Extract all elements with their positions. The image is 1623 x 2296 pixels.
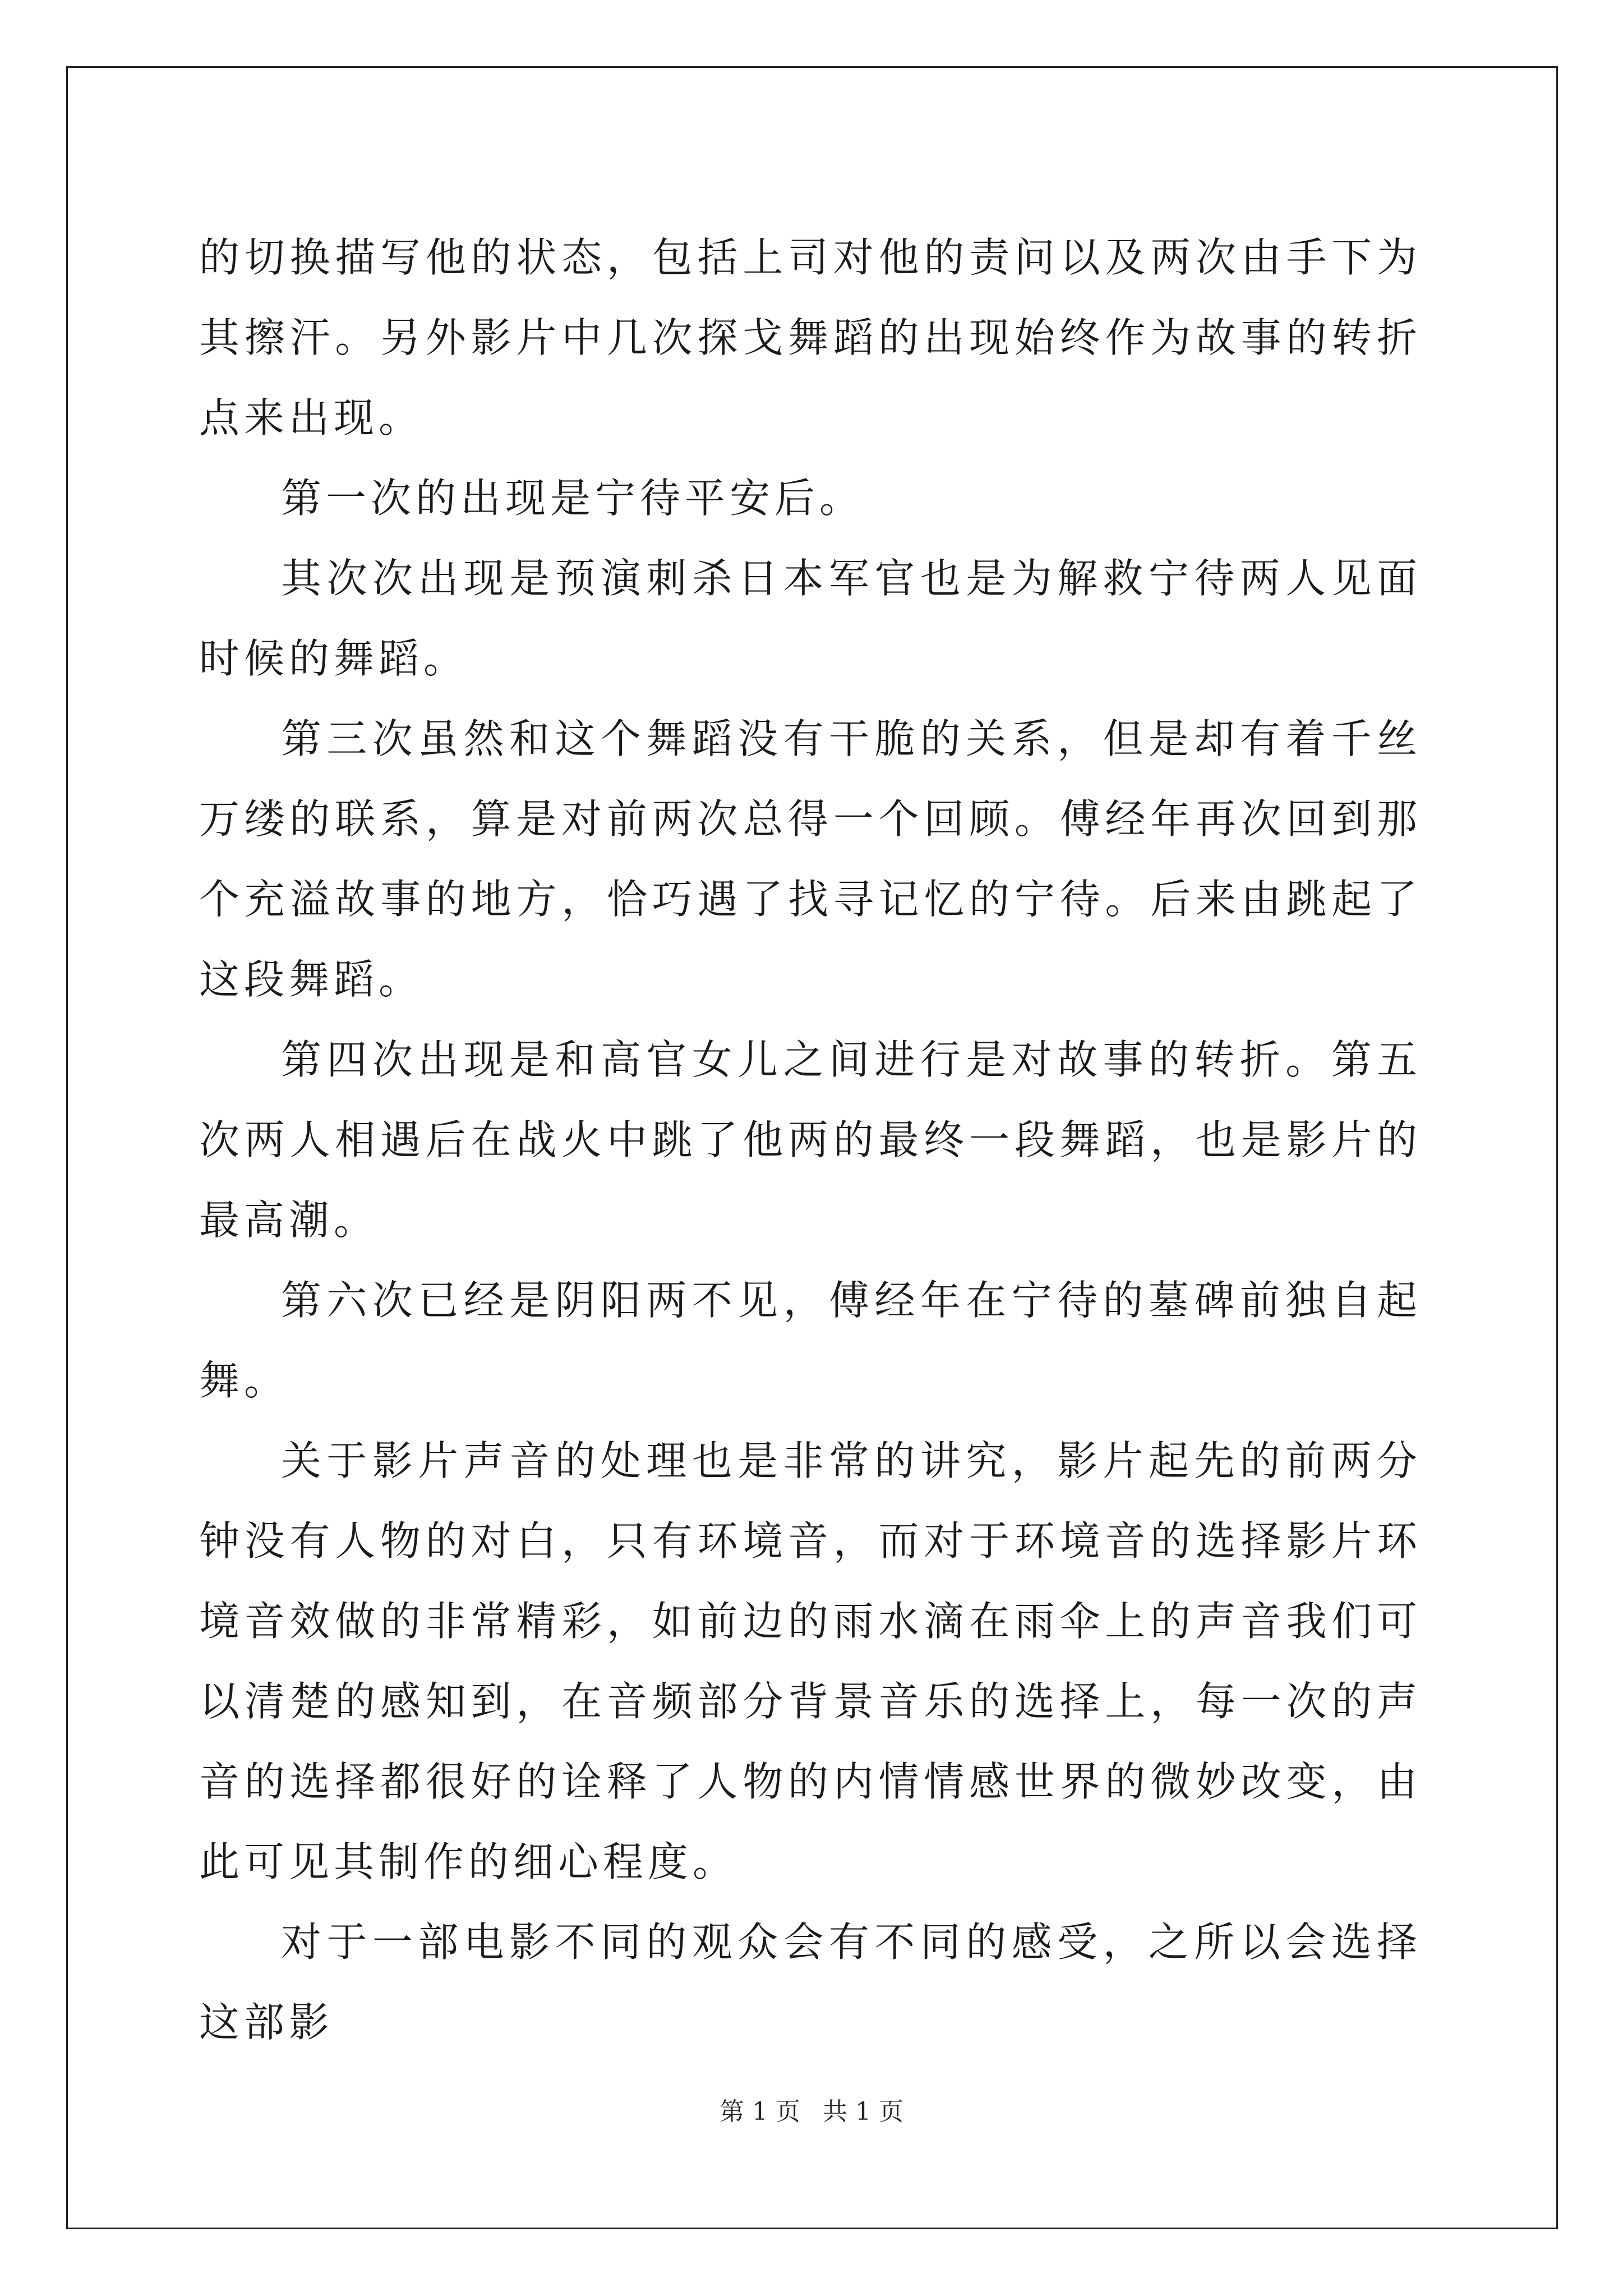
paragraph-7: 关于影片声音的处理也是非常的讲究，影片起先的前两分钟没有人物的对白，只有环境音，而对于环境音的选择影片环境音效做的非常精彩，如前边的雨水滴在雨伞上的声音我们可以清楚的感知到，在音频部分背景音乐的选择上，每一次的声音的选择都很好的诠释了人物的内情情感世界的微妙改变，由此可见其制作的细心程度。 [199, 1437, 1422, 1885]
paragraph-1: 的切换描写他的状态，包括上司对他的责问以及两次由手下为其擦汗。另外影片中几次探戈舞蹈的出现始终作为故事的转折点来出现。 [199, 234, 1422, 441]
paragraph-2: 第一次的出现是宁待平安后。 [281, 475, 865, 522]
paragraph-5: 第四次出现是和高官女儿之间进行是对故事的转折。第五次两人相遇后在战火中跳了他两的最终一段舞蹈，也是影片的最高潮。 [199, 1036, 1422, 1244]
paragraph-6: 第六次已经是阴阳两不见，傅经年在宁待的墓碑前独自起舞。 [199, 1277, 1422, 1404]
document-body [199, 218, 1422, 2063]
page-total: 共 1 页 [823, 2097, 903, 2126]
paragraph-4: 第三次虽然和这个舞蹈没有干脆的关系，但是却有着千丝万缕的联系，算是对前两次总得一个回顾。傅经年再次回到那个充溢故事的地方，恰巧遇了找寻记忆的宁待。后来由跳起了这段舞蹈。 [199, 715, 1422, 1003]
paragraph-8: 对于一部电影不同的观众会有不同的感受，之所以会选择这部影 [199, 1918, 1422, 2046]
paragraph-3: 其次次出现是预演刺杀日本军官也是为解救宁待两人见面时候的舞蹈。 [199, 555, 1422, 682]
page-footer [0, 2095, 1623, 2129]
page-number: 第 1 页 [720, 2097, 800, 2126]
